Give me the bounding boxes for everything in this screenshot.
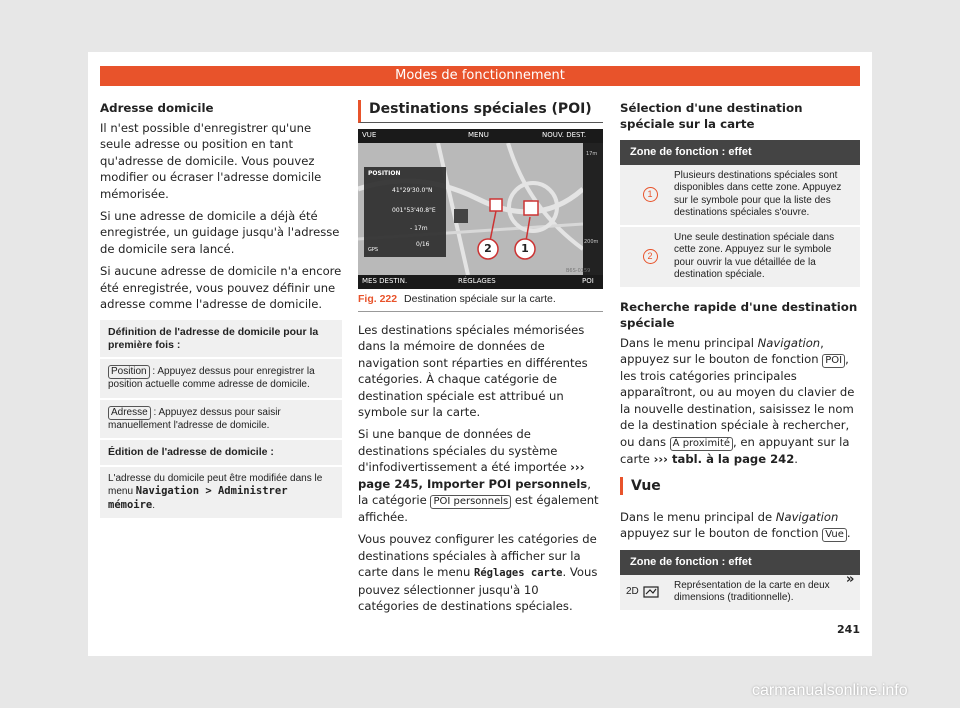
position-text: : Appuyez dessus pour enregistrer la position actuelle comme adresse de domicile. (108, 366, 315, 391)
edit-text: L'adresse du domicile peut être modifiée dans le menu (108, 472, 323, 498)
table-page-link[interactable]: ››› tabl. à la page 242 (653, 451, 795, 466)
table-row (620, 227, 860, 289)
navigation-screen-figure (358, 129, 603, 289)
screen-position-title: POSITION (368, 170, 401, 177)
screen-longitude: 001°53'40.8"E (392, 207, 436, 214)
function-table-2 (620, 550, 860, 612)
edit-entry: L'adresse du domicile peut être modifiée dans le menu Navigation > Administrer mémoire. (100, 467, 342, 521)
import-poi-link[interactable]: ››› page 245, Importer POI personnels (358, 460, 588, 491)
vue-paragraph: Dans le menu principal de Navigation appuyez sur le bouton de fonction Vue . (620, 509, 851, 541)
adresse-key: Adresse (108, 406, 151, 420)
quick-search-paragraph: Dans le menu principal Navigation, appuyez sur le bouton de fonction POI , les trois catégories principales apparaîtront, ou au moyen du clavier de la nouvelle destination, saisissez le nom de la destination spéciale à rechercher, ou dans À proximité , en appuyant sur la carte ››› tabl. à la page 242. (620, 335, 855, 466)
manual-page (88, 52, 872, 656)
screen-poi-button: POI (582, 277, 594, 285)
personal-poi-key: POI personnels (430, 495, 511, 509)
screen-gps: GPS (368, 247, 379, 253)
position-key: Position (108, 365, 150, 379)
edit-menu-path: Navigation > Administrer mémoire (108, 485, 288, 511)
quick-search-heading: Recherche rapide d'une destination spéciale (620, 299, 858, 330)
callout-1: 1 (521, 242, 529, 255)
poi-key: POI (822, 354, 845, 368)
table-row (620, 165, 860, 227)
screen-vue-button: VUE (362, 131, 377, 139)
adresse-entry (100, 400, 342, 441)
screen-distance-1: 17m (586, 151, 598, 157)
poi-section-title: Destinations spéciales (POI) (358, 100, 603, 123)
screen-distance-2: 200m (584, 239, 599, 245)
chapter-header: Modes de fonctionnement (100, 66, 860, 86)
column-poi (358, 100, 603, 621)
edit-title: Édition de l'adresse de domicile : (100, 440, 342, 467)
poi-paragraph-3: Vous pouvez configurer les catégories de destinations spéciales à afficher sur la carte dans le menu Réglages carte. Vous pouvez sélectionner jusqu'à 10 catégories de destinations spéciales. (358, 532, 598, 614)
table-row-text: Plusieurs destinations spéciales sont disponibles dans cette zone. Appuyez sur le symbole pour que la liste des destinations spéciales s'ouvre. (674, 169, 842, 218)
screen-settings-button: RÉGLAGES (458, 277, 496, 285)
2d-label: 2D (626, 586, 639, 598)
screen-new-dest-button: NOUV. DEST. (542, 131, 587, 139)
continuation-marker: » (846, 572, 855, 587)
selection-heading: Sélection d'une destination spéciale sur la carte (620, 101, 803, 131)
table-row-text: Une seule destination spéciale dans cette zone. Appuyez sur le symbole pour ouvrir la vue détaillée de la destination spéciale. (674, 231, 835, 280)
screen-my-destinations-button: MES DESTIN. (362, 277, 408, 285)
figure-number: Fig. 222 (358, 293, 398, 305)
screen-count: 0/16 (416, 241, 430, 248)
home-info-box (100, 320, 342, 520)
figure-caption-text: Destination spéciale sur la carte. (404, 293, 556, 305)
figure-caption (358, 289, 603, 312)
screen-menu-button: MENU (468, 131, 489, 139)
definition-title: Définition de l'adresse de domicile pour la première fois : (100, 320, 342, 359)
home-address-heading: Adresse domicile (100, 101, 214, 115)
callout-marker-2: 2 (643, 249, 658, 264)
table-row (620, 575, 860, 612)
page-number: 241 (837, 623, 860, 636)
position-entry (100, 359, 342, 400)
watermark: carmanualsonline.info (752, 682, 908, 699)
home-paragraph-1: Il n'est possible d'enregistrer qu'une seule adresse ou position en tant qu'adresse de domicile. Vous pouvez modifier ou écraser l'adresse domicile mémorisée. (100, 121, 322, 201)
map-2d-icon (643, 586, 659, 598)
map-settings-menu: Réglages carte (474, 567, 563, 580)
function-table-1-header: Zone de fonction : effet (620, 140, 860, 165)
callout-marker-1: 1 (643, 187, 658, 202)
screen-altitude: - 17m (410, 225, 428, 232)
home-paragraph-3: Si aucune adresse de domicile n'a encore été enregistrée, vous pouvez définir une adresse comme l'adresse de domicile. (100, 264, 342, 312)
callout-2: 2 (484, 242, 492, 255)
screen-latitude: 41°29'30.0"N (392, 187, 433, 194)
figure-code: B6S-0159 (566, 268, 591, 274)
column-selection (620, 100, 860, 622)
nearby-key: À proximité (670, 437, 733, 451)
adresse-text: : Appuyez dessus pour saisir manuellement l'adresse de domicile. (108, 406, 281, 431)
vue-section-title: Vue (620, 477, 860, 495)
poi-paragraph-1: Les destinations spéciales mémorisées dans la mémoire de données de navigation sont réparties en différentes catégories. À chaque catégorie de destination spéciale est attribué un symbole sur la carte. (358, 323, 588, 420)
vue-key: Vue (822, 528, 847, 542)
column-home-address (100, 100, 342, 520)
function-table-1 (620, 140, 860, 289)
function-table-2-header: Zone de fonction : effet (620, 550, 860, 575)
home-paragraph-2: Si une adresse de domicile a déjà été enregistrée, un guidage jusqu'à l'adresse de domicile sera lancé. (100, 209, 340, 256)
table-row-text: Représentation de la carte en deux dimensions (traditionnelle). (674, 579, 830, 604)
poi-paragraph-2: Si une banque de données de destinations spéciales du système d'infodivertissement a été importée ››› page 245, Importer POI personnels, la catégorie POI personnels est également affichée. (358, 427, 599, 525)
